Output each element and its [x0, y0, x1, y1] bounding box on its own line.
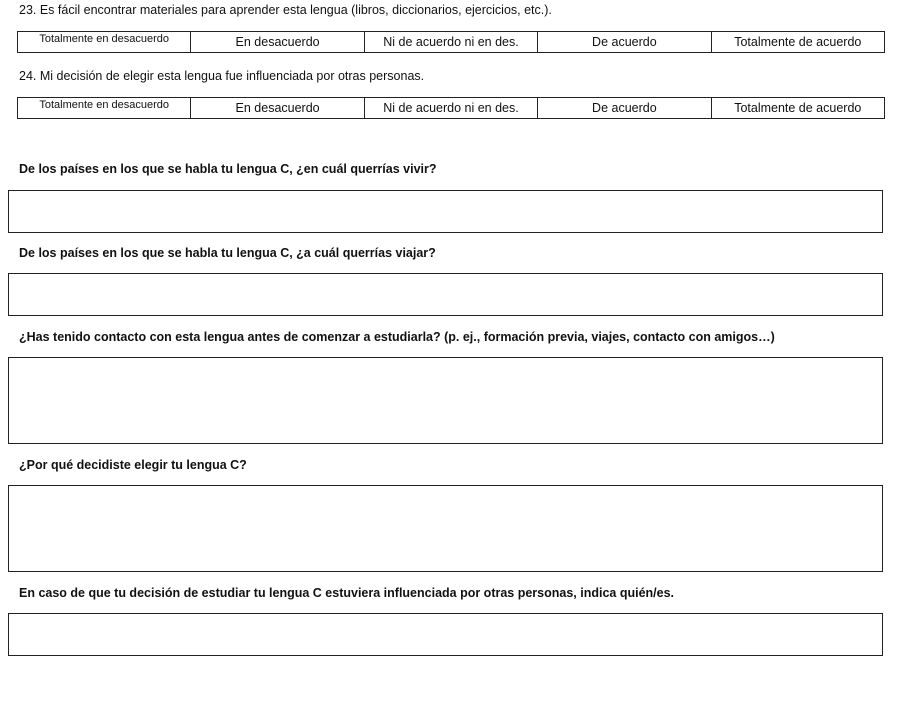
- question-23-text: 23. Es fácil encontrar materiales para aprender esta lengua (libros, diccionarios, ejercicios, etc.).: [19, 3, 552, 17]
- option-en-desacuerdo[interactable]: En desacuerdo: [191, 98, 364, 119]
- answer-box-live[interactable]: [8, 190, 883, 233]
- answer-box-travel[interactable]: [8, 273, 883, 316]
- open-question-influence-text: En caso de que tu decisión de estudiar tu lengua C estuviera influenciada por otras personas, indica quién/es.: [19, 586, 675, 600]
- answer-box-why[interactable]: [8, 485, 883, 572]
- open-question-travel-text: De los países en los que se habla tu lengua C, ¿a cuál querrías viajar?: [19, 246, 436, 260]
- answer-box-prior-contact[interactable]: [8, 357, 883, 444]
- option-de-acuerdo[interactable]: De acuerdo: [538, 98, 711, 119]
- likert-scale-24: [17, 97, 885, 119]
- option-de-acuerdo[interactable]: De acuerdo: [538, 32, 711, 53]
- open-question-prior-contact-text: ¿Has tenido contacto con esta lengua antes de comenzar a estudiarla? (p. ej., formación previa, viajes, contacto con amigos…): [19, 330, 775, 344]
- option-totalmente-de-acuerdo[interactable]: Totalmente de acuerdo: [711, 32, 884, 53]
- option-totalmente-en-desacuerdo[interactable]: Totalmente en desacuerdo: [18, 32, 191, 53]
- option-totalmente-en-desacuerdo[interactable]: Totalmente en desacuerdo: [18, 98, 191, 119]
- answer-box-influence[interactable]: [8, 613, 883, 656]
- option-ni-de-acuerdo-ni-en-desacuerdo[interactable]: Ni de acuerdo ni en des.: [364, 98, 537, 119]
- option-ni-de-acuerdo-ni-en-desacuerdo[interactable]: Ni de acuerdo ni en des.: [364, 32, 537, 53]
- open-question-why-text: ¿Por qué decidiste elegir tu lengua C?: [19, 458, 247, 472]
- option-en-desacuerdo[interactable]: En desacuerdo: [191, 32, 364, 53]
- question-24-text: 24. Mi decisión de elegir esta lengua fue influenciada por otras personas.: [19, 69, 425, 83]
- option-totalmente-de-acuerdo[interactable]: Totalmente de acuerdo: [711, 98, 884, 119]
- open-question-live-text: De los países en los que se habla tu lengua C, ¿en cuál querrías vivir?: [19, 162, 437, 176]
- likert-scale-23: [17, 31, 885, 53]
